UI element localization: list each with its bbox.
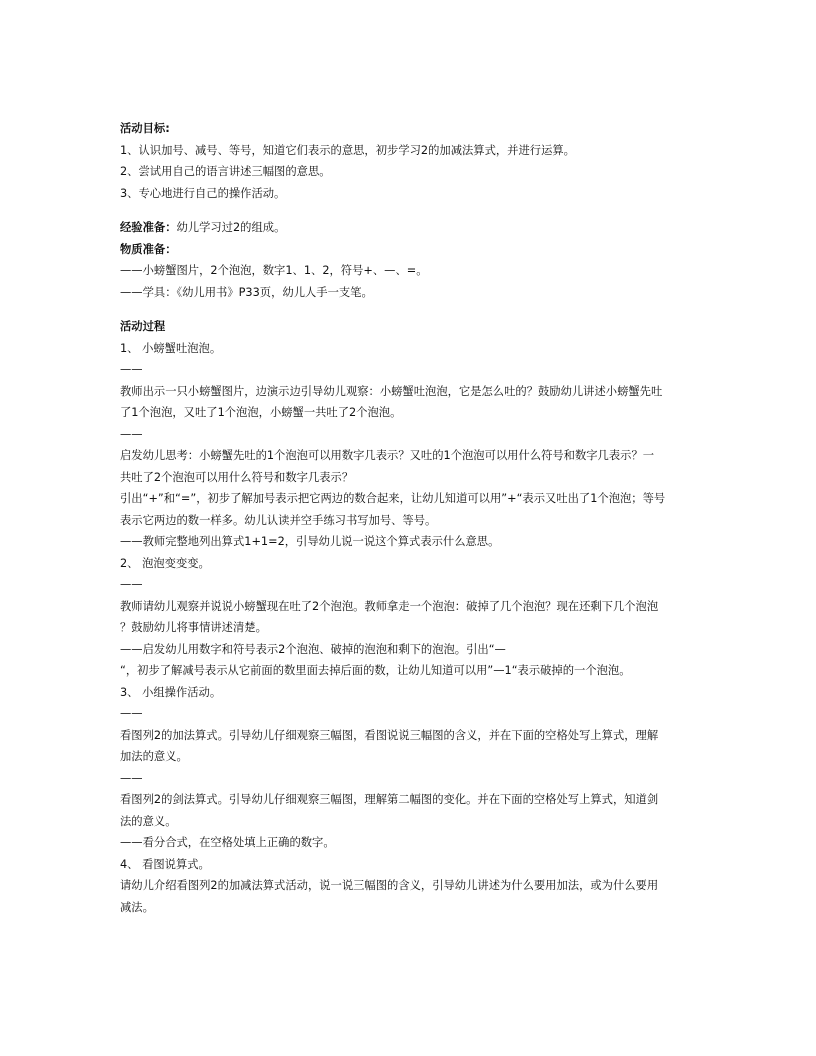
process-line: 减法。 — [120, 900, 154, 914]
experience-prep — [120, 217, 700, 239]
process-line: 了1个泡泡，又吐了1个泡泡，小螃蟹一共吐了2个泡泡。 — [120, 406, 402, 419]
process-line: 2、 泡泡变变变。 — [120, 556, 210, 570]
process-line: —— — [120, 427, 143, 441]
process-line: 看图列2的剑法算式。引导幼儿仔细观察三幅图，理解第二幅图的变化。并在下面的空格处写上算式，知道剑 — [120, 793, 659, 806]
process-line: 请幼儿介绍看图列2的加减法算式活动，说一说三幅图的含义，引导幼儿讲述为什么要用加法，或为什么要用 — [120, 879, 659, 892]
process-line: 共吐了2个泡泡可以用什么符号和数字几表示？ — [120, 470, 354, 484]
material-item: ——学具：《幼儿用书》P33页，幼儿人手一支笔。 — [120, 285, 373, 299]
material-item: ——小螃蟹图片，2个泡泡，数字1、1、2，符号+、—、=。 — [120, 264, 428, 277]
process-line: 表示它两边的数一样多。幼儿认读并空手练习书写加号、等号。 — [120, 513, 437, 527]
process-line: —— — [120, 707, 143, 720]
process-line: ——看分合式，在空格处填上正确的数字。 — [120, 836, 335, 849]
spacer — [120, 303, 700, 316]
process-line: 引出“+”和“=”，初步了解加号表示把它两边的数合起来，让幼儿知道可以用”+“表示又吐出了1个泡泡；等号 — [120, 492, 666, 505]
process-line: 启发幼儿思考：小螃蟹先吐的1个泡泡可以用数字几表示？又吐的1个泡泡可以用什么符号和数字几表示？一 — [120, 449, 655, 462]
process-line: ？鼓励幼儿将事情讲述清楚。 — [120, 621, 267, 634]
process-line: 教师请幼儿观察并说说小螃蟹现在吐了2个泡泡。教师拿走一个泡泡：破掉了几个泡泡？现在还剩下几个泡泡 — [120, 599, 659, 613]
goal-item: 2、尝试用自己的语言讲述三幅图的意思。 — [120, 165, 331, 178]
material-label: 物质准备： — [120, 242, 177, 256]
process-line: 1、 小螃蟹吐泡泡。 — [120, 341, 222, 355]
process-line: 看图列2的加法算式。引导幼儿仔细观察三幅图，看图说说三幅图的含义，并在下面的空格处写上算式，理解 — [120, 728, 659, 742]
process-line: 教师出示一只小螃蟹图片，边演示边引导幼儿观察：小螃蟹吐泡泡，它是怎么吐的？鼓励幼儿讲述小螃蟹先吐 — [120, 384, 663, 398]
process-line: 4、 看图说算式。 — [120, 857, 210, 871]
goal-item: 1、认识加号、减号、等号，知道它们表示的意思，初步学习2的加减法算式，并进行运算。 — [120, 143, 575, 157]
process-heading: 活动过程 — [120, 320, 166, 333]
document-page — [120, 118, 700, 918]
process-line: 法的意义。 — [120, 814, 177, 828]
process-line: —— — [120, 578, 143, 591]
process-line: “，初步了解减号表示从它前面的数里面去掉后面的数，让幼儿知道可以用”—1“表示破掉的一个泡泡。 — [120, 664, 631, 677]
process-line: —— — [120, 363, 143, 376]
process-line: —— — [120, 771, 143, 785]
goal-item: 3、专心地进行自己的操作活动。 — [120, 186, 286, 200]
process-line: ——教师完整地列出算式1+1=2，引导幼儿说一说这个算式表示什么意思。 — [120, 535, 500, 548]
process-line: ——启发幼儿用数字和符号表示2个泡泡、破掉的泡泡和剩下的泡泡。引出“— — [120, 642, 506, 656]
process-line: 加法的意义。 — [120, 750, 188, 763]
goals-heading: 活动目标: — [120, 122, 170, 135]
spacer — [120, 204, 700, 217]
experience-label: 经验准备： — [120, 221, 177, 234]
process-line: 3、 小组操作活动。 — [120, 685, 222, 699]
experience-text: 幼儿学习过2的组成。 — [176, 221, 286, 234]
